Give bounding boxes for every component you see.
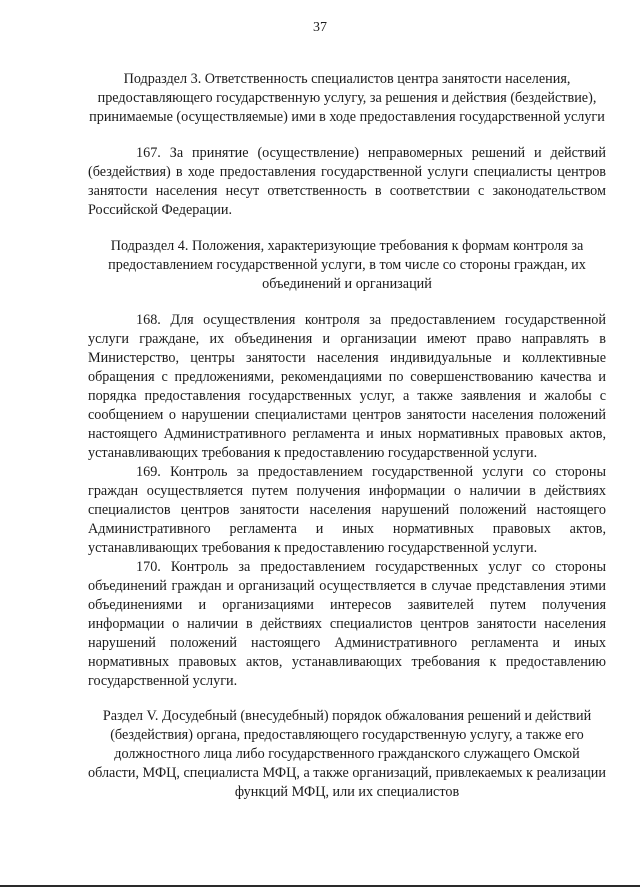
paragraph-168: 168. Для осуществления контроля за предоставлением государственной услуги граждане, их объединения и организации имеют право направлять в Министерство, центры занятости населения индивидуальные и коллективные обращения с предложениями, рекомендациями по совершенствованию качества и порядка предоставления государственных услуг, а также заявления и жалобы с сообщением о нарушении специалистами центров занятости населения положений настоящего Административного регламента и иных нормативных правовых актов, устанавливающих требования к предоставлению государственной услуги. xyxy=(88,312,606,461)
section-5-heading: Раздел V. Досудебный (внесудебный) порядок обжалования решений и действий (бездействия) органа, предоставляющего государственную услугу, а также его должностного лица либо государственного гражданского служащего Омской области, МФЦ, специалиста МФЦ, а также организаций, привлекаемых к реализации функций МФЦ, или их специалистов xyxy=(88,708,606,800)
paragraph-170: 170. Контроль за предоставлением государственных услуг со стороны объединений граждан и организаций осуществляется в случае представления этими объединениями и организациями интересов заявителей путем получения информации о наличии в действиях специалистов центров занятости населения нарушений положений настоящего Административного регламента и иных нормативных правовых актов, устанавливающих требования к предоставлению государственной услуги. xyxy=(88,559,606,689)
subsection-3-heading: Подраздел 3. Ответственность специалистов центра занятости населения, предоставляющего государственную услугу, за решения и действия (бездействие), принимаемые (осуществляемые) ими в ходе предоставления государственной услуги xyxy=(89,71,605,125)
page-number: 37 xyxy=(313,20,327,35)
document-body xyxy=(88,70,606,802)
subsection-4-heading: Подраздел 4. Положения, характеризующие требования к формам контроля за предоставлением государственной услуги, в том числе со стороны граждан, их объединений и организаций xyxy=(108,238,586,292)
bottom-scan-edge xyxy=(0,885,640,887)
paragraph-167: 167. За принятие (осуществление) неправомерных решений и действий (бездействия) в ходе предоставления государственной услуги специалисты центров занятости населения несут ответственность в соответствии с законодательством Российской Федерации. xyxy=(88,145,606,218)
paragraph-169: 169. Контроль за предоставлением государственной услуги со стороны граждан осуществляется путем получения информации о наличии в действиях специалистов центров занятости населения нарушений положений настоящего Административного регламента и иных нормативных правовых актов, устанавливающих требования к предоставлению государственной услуги. xyxy=(88,464,606,556)
